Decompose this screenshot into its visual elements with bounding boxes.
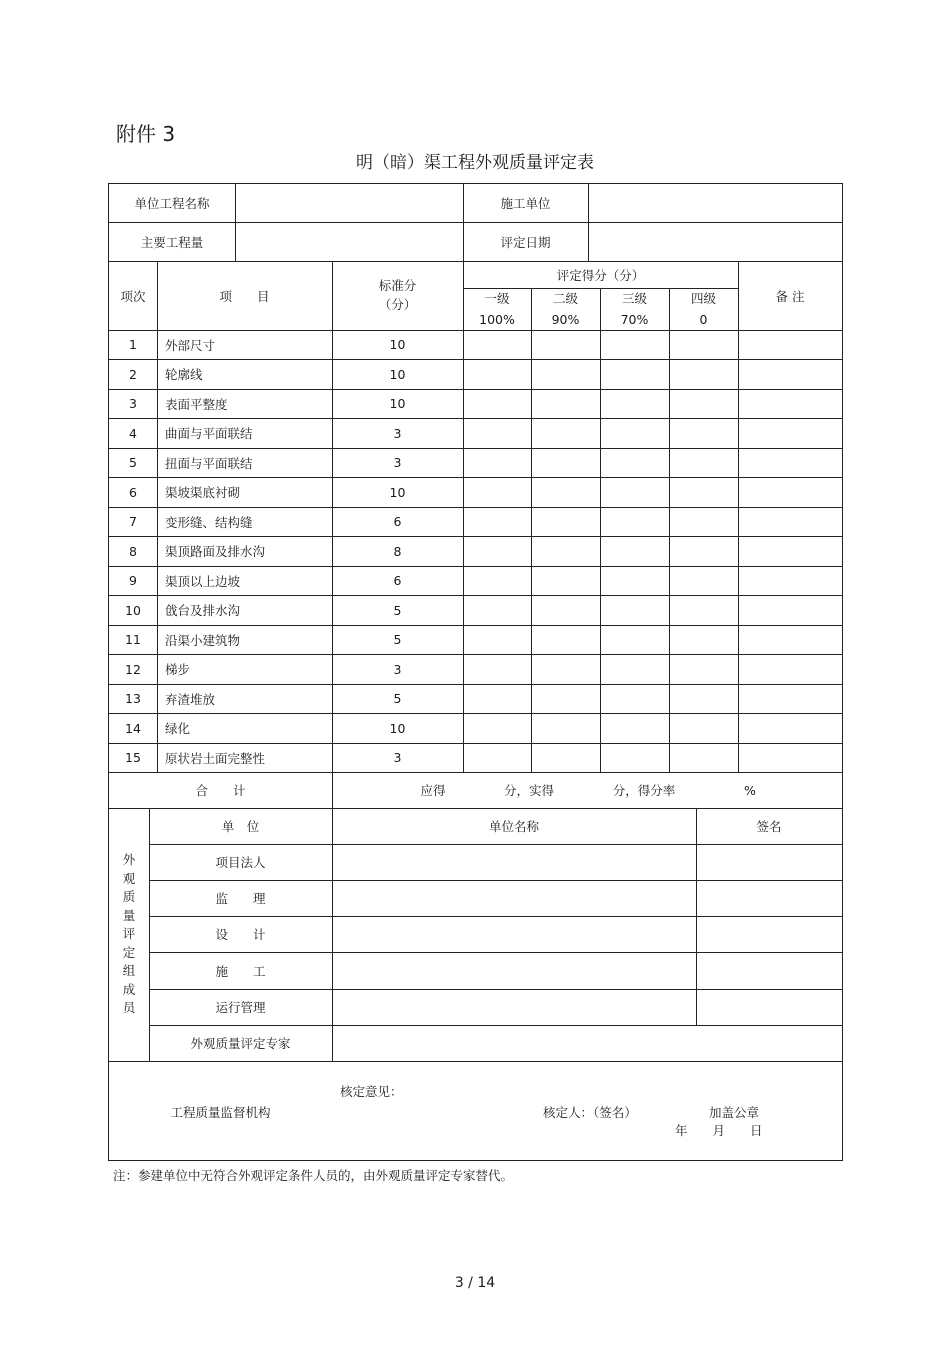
grade-score-field[interactable]: [669, 566, 738, 595]
committee-sign-header: 签名: [756, 819, 782, 834]
committee-role: 设 计: [215, 927, 266, 942]
grade-name: 一级: [484, 291, 510, 306]
item-name: 曲面与平面联结: [165, 426, 253, 441]
remark-field[interactable]: [738, 389, 842, 418]
grade-score-field[interactable]: [463, 566, 531, 595]
remark-field[interactable]: [738, 566, 842, 595]
grade-score-field[interactable]: [463, 654, 531, 684]
grade-score-field[interactable]: [600, 536, 669, 566]
total-percent: %: [744, 782, 756, 798]
grade-score-field[interactable]: [531, 507, 600, 536]
remark-field[interactable]: [738, 743, 842, 772]
date-label: 评定日期: [500, 234, 551, 250]
grade-score-field[interactable]: [600, 448, 669, 477]
item-std-score: 5: [393, 602, 402, 618]
item-name: 原状岩土面完整性: [165, 750, 266, 766]
remark-field[interactable]: [738, 595, 842, 625]
signature-field[interactable]: [696, 880, 842, 916]
unit-project-field[interactable]: [235, 184, 463, 222]
grade-score-field[interactable]: [669, 595, 738, 625]
grade-score-field[interactable]: [669, 536, 738, 566]
grade-score-field[interactable]: [531, 389, 600, 418]
item-name: 变形缝、结构缝: [165, 514, 253, 530]
item-name: 扭面与平面联结: [165, 455, 253, 471]
item-no: 8: [129, 543, 137, 559]
grade-score-field[interactable]: [531, 536, 600, 566]
grade-score-field[interactable]: [531, 477, 600, 507]
col-remark-header: 备 注: [775, 288, 805, 304]
committee-role: 施 工: [215, 963, 266, 979]
side-char: 组: [122, 963, 136, 979]
item-no: 15: [125, 750, 141, 765]
grade-score-field[interactable]: [463, 743, 531, 772]
item-no: 9: [129, 573, 137, 588]
grade-percent: 0: [699, 312, 708, 327]
item-std-score: 3: [393, 455, 402, 470]
grade-score-field[interactable]: [463, 418, 531, 448]
remark-field[interactable]: [738, 448, 842, 477]
grade-score-field[interactable]: [600, 595, 669, 625]
item-std-score: 3: [393, 750, 402, 765]
side-char: 质: [122, 889, 136, 905]
expert-field[interactable]: [332, 1025, 842, 1061]
signature-field[interactable]: [696, 989, 842, 1025]
grade-percent: 70%: [620, 312, 649, 327]
grade-score-field[interactable]: [669, 654, 738, 684]
item-std-score: 3: [393, 661, 402, 677]
grade-score-field[interactable]: [463, 625, 531, 654]
approver-label: 核定人：（签名）: [543, 1105, 637, 1120]
item-no: 10: [125, 602, 141, 618]
remark-field[interactable]: [738, 625, 842, 654]
item-name: 戗台及排水沟: [165, 603, 241, 618]
remark-field[interactable]: [738, 418, 842, 448]
item-name: 沿渠小建筑物: [165, 632, 241, 648]
committee-side-label: [109, 808, 149, 1061]
grade-score-field[interactable]: [531, 418, 600, 448]
std-line1: 标准分: [378, 278, 417, 293]
col-item-header: 项 目: [219, 288, 270, 304]
evaluation-table: [108, 183, 843, 1161]
signature-field[interactable]: [696, 952, 842, 989]
item-std-score: 5: [393, 691, 402, 706]
grade-score-field[interactable]: [600, 713, 669, 743]
grade-score-field[interactable]: [600, 566, 669, 595]
grade-score-field[interactable]: [600, 684, 669, 713]
grade-score-field[interactable]: [463, 595, 531, 625]
date-line: 年 月 日: [675, 1123, 763, 1138]
item-no: 11: [125, 632, 141, 647]
grade-score-field[interactable]: [600, 477, 669, 507]
signature-field[interactable]: [696, 916, 842, 952]
signature-field[interactable]: [696, 844, 842, 880]
grade-score-field[interactable]: [600, 330, 669, 359]
grade-score-field[interactable]: [669, 389, 738, 418]
committee-role: 项目法人: [215, 855, 266, 870]
item-no: 1: [129, 337, 137, 352]
total-actual-label: 分，实得: [503, 783, 554, 798]
remark-field[interactable]: [738, 507, 842, 536]
grade-score-field[interactable]: [531, 625, 600, 654]
grade-score-field[interactable]: [531, 359, 600, 389]
page-number: 3 / 14: [454, 1275, 496, 1291]
grade-score-field[interactable]: [463, 684, 531, 713]
committee-role: 运行管理: [215, 1000, 266, 1015]
grade-header: [463, 288, 531, 330]
remark-field[interactable]: [738, 359, 842, 389]
grade-score-field[interactable]: [531, 654, 600, 684]
grade-score-field[interactable]: [600, 507, 669, 536]
item-std-score: 6: [393, 573, 402, 588]
side-char: 外: [122, 852, 136, 868]
item-name: 渠坡渠底衬砌: [165, 485, 241, 500]
grade-score-field[interactable]: [669, 684, 738, 713]
side-char: 成: [122, 981, 136, 997]
item-name: 渠顶以上边坡: [165, 573, 241, 589]
grade-score-field[interactable]: [600, 743, 669, 772]
grade-score-field[interactable]: [463, 536, 531, 566]
grade-score-field[interactable]: [600, 389, 669, 418]
grade-header: [600, 288, 669, 330]
remark-field[interactable]: [738, 536, 842, 566]
grade-percent: 100%: [479, 312, 515, 327]
grade-score-field[interactable]: [531, 684, 600, 713]
total-should-label: 应得: [420, 783, 446, 798]
col-std-header: [332, 261, 463, 330]
item-no: 2: [129, 366, 137, 382]
seal-label: 加盖公章: [709, 1105, 760, 1120]
grade-score-field[interactable]: [463, 713, 531, 743]
item-name: 外部尺寸: [165, 337, 216, 353]
grade-score-field[interactable]: [669, 418, 738, 448]
attachment-label: 附件 3: [116, 122, 176, 146]
grade-score-field[interactable]: [531, 743, 600, 772]
col-no-header: 项次: [120, 288, 146, 304]
grade-score-field[interactable]: [600, 418, 669, 448]
item-std-score: 3: [393, 425, 402, 441]
side-char: 员: [122, 1000, 136, 1016]
grade-header: [669, 288, 738, 330]
item-no: 12: [125, 661, 141, 677]
remark-field[interactable]: [738, 654, 842, 684]
unit-name-field[interactable]: [332, 952, 696, 989]
remark-field[interactable]: [738, 477, 842, 507]
grade-name: 三级: [621, 291, 647, 306]
std-line2: （分）: [378, 296, 417, 312]
main-quantity-field[interactable]: [235, 222, 463, 261]
grade-score-field[interactable]: [463, 330, 531, 359]
item-std-score: 5: [393, 632, 402, 647]
grade-score-field[interactable]: [463, 389, 531, 418]
total-label: 合 计: [195, 783, 246, 798]
grade-score-field[interactable]: [600, 359, 669, 389]
grade-score-field[interactable]: [669, 359, 738, 389]
item-std-score: 10: [389, 337, 406, 352]
grade-score-field[interactable]: [669, 625, 738, 654]
item-std-score: 10: [389, 720, 406, 736]
item-std-score: 6: [393, 514, 402, 529]
form-title: 明（暗）渠工程外观质量评定表: [356, 153, 594, 173]
grade-score-field[interactable]: [669, 477, 738, 507]
item-std-score: 10: [389, 366, 406, 382]
grade-score-field[interactable]: [669, 448, 738, 477]
unit-name-field[interactable]: [332, 989, 696, 1025]
item-no: 3: [129, 396, 137, 411]
grade-score-field[interactable]: [463, 359, 531, 389]
committee-name-header: 单位名称: [488, 819, 539, 834]
grade-score-field[interactable]: [669, 507, 738, 536]
side-char: 量: [122, 907, 136, 923]
grade-score-field[interactable]: [531, 448, 600, 477]
remark-field[interactable]: [738, 713, 842, 743]
committee-unit-header: 单 位: [221, 819, 260, 834]
grade-score-field[interactable]: [463, 448, 531, 477]
grade-score-field[interactable]: [531, 595, 600, 625]
side-char: 评: [122, 926, 136, 942]
supervision-label: 工程质量监督机构: [170, 1104, 271, 1120]
grade-score-field[interactable]: [531, 330, 600, 359]
item-no: 13: [125, 691, 141, 706]
grade-score-field[interactable]: [669, 330, 738, 359]
item-no: 7: [129, 514, 137, 529]
item-name: 梯步: [165, 662, 191, 677]
item-no: 4: [129, 425, 137, 441]
main-quantity-label: 主要工程量: [140, 234, 204, 250]
unit-name-field[interactable]: [332, 844, 696, 880]
contractor-label: 施工单位: [500, 196, 551, 211]
grade-header: [531, 288, 600, 330]
total-rate-label: 分，得分率: [612, 783, 676, 798]
grade-score-field[interactable]: [600, 654, 669, 684]
unit-name-field[interactable]: [332, 916, 696, 952]
expert-label: 外观质量评定专家: [190, 1036, 291, 1051]
grade-score-field[interactable]: [600, 625, 669, 654]
item-name: 轮廓线: [165, 367, 203, 382]
item-std-score: 10: [389, 484, 406, 500]
grade-score-field[interactable]: [531, 566, 600, 595]
unit-project-label: 单位工程名称: [134, 196, 210, 211]
grade-score-field[interactable]: [463, 477, 531, 507]
remark-field[interactable]: [738, 330, 842, 359]
grade-score-field[interactable]: [669, 743, 738, 772]
col-score-header: 评定得分（分）: [556, 267, 645, 283]
item-no: 5: [129, 455, 137, 470]
item-name: 绿化: [165, 721, 191, 736]
side-char: 定: [122, 944, 136, 960]
unit-name-field[interactable]: [332, 880, 696, 916]
side-char: 观: [122, 870, 136, 886]
item-no: 14: [125, 720, 141, 736]
remark-field[interactable]: [738, 684, 842, 713]
item-std-score: 8: [393, 543, 402, 559]
grade-score-field[interactable]: [463, 507, 531, 536]
grade-score-field[interactable]: [669, 713, 738, 743]
contractor-field[interactable]: [588, 184, 842, 222]
date-field[interactable]: [588, 222, 842, 261]
item-name: 弃渣堆放: [165, 691, 216, 707]
grade-percent: 90%: [551, 312, 580, 327]
grade-score-field[interactable]: [531, 713, 600, 743]
grade-name: 四级: [690, 291, 716, 306]
opinion-label: 核定意见：: [340, 1084, 403, 1099]
footnote: 注：参建单位中无符合外观评定条件人员的，由外观质量评定专家替代。: [113, 1168, 514, 1183]
item-name: 渠顶路面及排水沟: [165, 544, 266, 559]
grade-name: 二级: [552, 291, 578, 306]
committee-role: 监 理: [215, 891, 266, 906]
item-no: 6: [129, 484, 137, 500]
item-std-score: 10: [389, 396, 406, 411]
item-name: 表面平整度: [165, 396, 228, 412]
